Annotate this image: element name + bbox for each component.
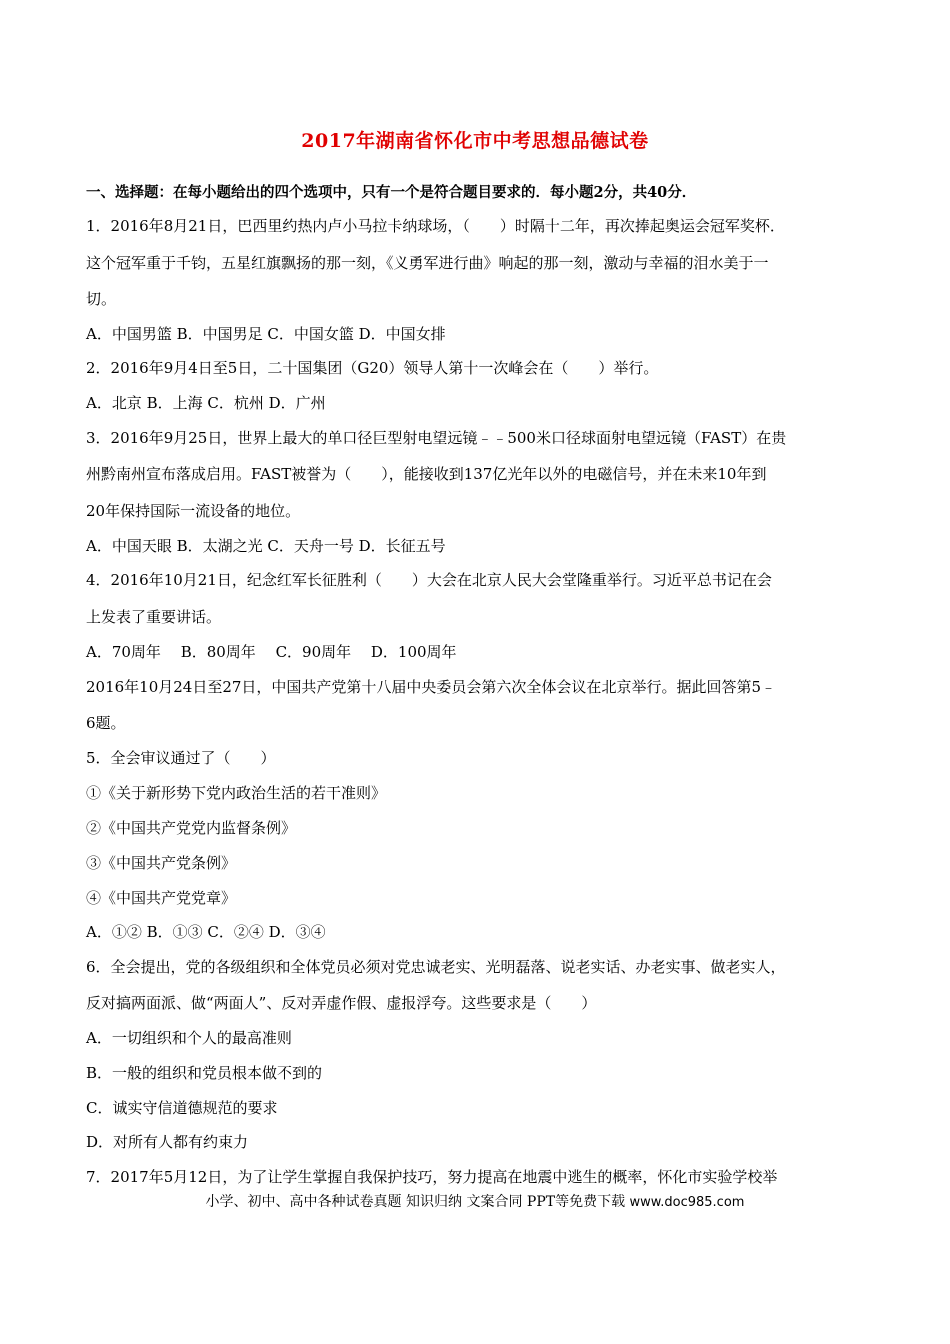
text-line: A．70周年 B．80周年 C．90周年 D．100周年 [86, 643, 457, 661]
text-line: 切。 [86, 290, 117, 308]
text-line: 7．2017年5月12日，为了让学生掌握自我保护技巧，努力提高在地震中逃生的概率，怀化市实验学校举 [86, 1168, 778, 1186]
text-line: C．诚实守信道德规范的要求 [86, 1099, 278, 1117]
text-line: ①《关于新形势下党内政治生活的若干准则》 [86, 784, 387, 802]
text-line: A．中国天眼 B．太湖之光 C．天舟一号 D．长征五号 [86, 537, 446, 555]
footer [0, 1191, 950, 1211]
text-line: 反对搞两面派、做“两面人”、反对弄虚作假、虚报浮夸。这些要求是（ ） [86, 994, 597, 1012]
text-line: 州黔南州宣布落成启用。FAST被誉为（ ），能接收到137亿光年以外的电磁信号，并在未来10年到 [86, 465, 767, 483]
text-line: 上发表了重要讲话。 [86, 608, 222, 626]
text-line: 这个冠军重于千钧，五星红旗飘扬的那一刻，《义勇军进行曲》响起的那一刻，激动与幸福的泪水美于一 [86, 254, 769, 272]
text-line: D．对所有人都有约束力 [86, 1133, 249, 1151]
text-line: 6题。 [86, 714, 126, 732]
text-line: 4．2016年10月21日，纪念红军长征胜利（ ）大会在北京人民大会堂隆重举行。习近平总书记在会 [86, 571, 772, 589]
text-line: 6．全会提出，党的各级组织和全体党员必须对党忠诚老实、光明磊落、说老实话、办老实事、做老实人， [86, 958, 786, 976]
text-line: ③《中国共产党条例》 [86, 854, 237, 872]
section-heading: 一、选择题：在每小题给出的四个选项中，只有一个是符合题目要求的．每小题2分，共40分． [86, 184, 697, 201]
text-line: A．一切组织和个人的最高准则 [86, 1029, 292, 1047]
page-title: 2017年湖南省怀化市中考思想品德试卷 [301, 130, 649, 152]
footer-text: 小学、初中、高中各种试卷真题 知识归纳 文案合同 PPT等免费下载 [205, 1194, 630, 1210]
text-line: 2016年10月24日至27日，中国共产党第十八届中央委员会第六次全体会议在北京举行。据此回答第5﹣ [86, 678, 776, 696]
text-line: 5．全会审议通过了（ ） [86, 749, 276, 767]
text-line: ②《中国共产党党内监督条例》 [86, 819, 297, 837]
text-line: B．一般的组织和党员根本做不到的 [86, 1064, 323, 1082]
text-line: 3．2016年9月25日，世界上最大的单口径巨型射电望远镜﹣﹣500米口径球面射电望远镜（FAST）在贵 [86, 429, 787, 447]
text-line: A．北京 B．上海 C．杭州 D．广州 [86, 394, 326, 412]
text-line: 20年保持国际一流设备的地位。 [86, 502, 301, 520]
text-line: 2．2016年9月4日至5日，二十国集团（G20）领导人第十一次峰会在（ ）举行。 [86, 359, 659, 377]
text-line: ④《中国共产党党章》 [86, 889, 237, 907]
footer-url[interactable]: www.doc985.com [629, 1195, 745, 1210]
text-line: A．中国男篮 B．中国男足 C．中国女篮 D．中国女排 [86, 325, 446, 343]
text-line: A．①② B．①③ C．②④ D．③④ [86, 923, 326, 941]
text-line: 1．2016年8月21日，巴西里约热内卢小马拉卡纳球场，（ ）时隔十二年，再次捧起奥运会冠军奖杯． [86, 217, 785, 235]
